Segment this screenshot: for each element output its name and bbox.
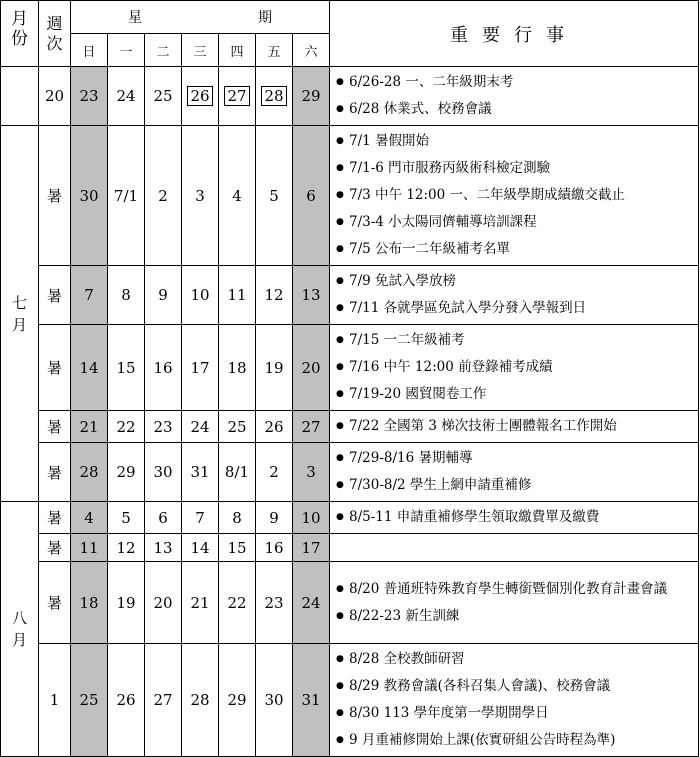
day-cell [108, 325, 145, 411]
day-cell [219, 502, 256, 534]
day-cell [219, 411, 256, 443]
week-row [1, 126, 699, 266]
event-item: ● 8/30 113 學年度第一學期開學日 [336, 700, 696, 727]
events-cell [330, 67, 699, 126]
event-item: ● 7/22 全國第 3 梯次技術士團體報名工作開始 [336, 413, 696, 440]
event-item: ● 8/5-11 申請重補修學生領取繳費單及繳費 [336, 504, 696, 531]
day-cell [108, 266, 145, 325]
day-number: 8 [121, 286, 131, 304]
day-number: 13 [153, 538, 173, 557]
event-item: ● 7/3 中午 12:00 一、二年級學期成績繳交截止 [336, 182, 696, 209]
week-number-cell: 暑 [39, 443, 71, 502]
week-row [1, 443, 699, 502]
day-cell [145, 644, 182, 757]
day-number: 4 [84, 508, 94, 527]
event-list [336, 327, 696, 408]
events-cell [330, 443, 699, 502]
week-header-label: 週次 [46, 13, 63, 53]
day-cell [219, 562, 256, 644]
day-number: 9 [269, 508, 279, 527]
day-cell [293, 534, 330, 562]
day-cell [293, 266, 330, 325]
week-number-cell: 暑 [39, 502, 71, 534]
day-number: 29 [116, 463, 136, 481]
event-list [336, 576, 696, 630]
week-row [1, 562, 699, 644]
event-item: ● 6/28 休業式、校務會議 [336, 96, 696, 123]
day-number: 18 [79, 593, 99, 612]
day-cell [219, 67, 256, 126]
qi-label: 期 [258, 10, 272, 26]
day-number: 17 [190, 358, 210, 377]
event-item: ● 6/26-28 一、二年級期末考 [336, 69, 696, 96]
day-number: 29 [227, 691, 247, 709]
day-number: 2 [269, 463, 279, 481]
day-cell [108, 67, 145, 126]
day-number: 19 [116, 593, 136, 612]
day-cell [71, 562, 108, 644]
day-number-boxed: 28 [261, 86, 286, 106]
event-item: ● 7/11 各就學區免試入學分發入學報到日 [336, 295, 696, 322]
day-cell [145, 443, 182, 502]
day-number: 14 [79, 358, 99, 377]
day-number: 30 [79, 186, 99, 205]
calendar-body [1, 67, 699, 757]
event-item: ● 8/28 全校教師研習 [336, 646, 696, 673]
day-cell [71, 502, 108, 534]
week-number-cell: 暑 [39, 325, 71, 411]
day-number: 31 [190, 463, 210, 481]
week-row [1, 67, 699, 126]
day-number: 8/1 [224, 463, 250, 481]
week-row [1, 534, 699, 562]
day-number: 23 [79, 87, 99, 105]
day-cell [293, 443, 330, 502]
event-item: ● 7/3-4 小太陽同儕輔導培訓課程 [336, 209, 696, 236]
day-cell [182, 562, 219, 644]
day-number-boxed: 26 [187, 86, 212, 106]
day-cell [293, 325, 330, 411]
day-number: 12 [116, 538, 136, 557]
day-number: 26 [264, 417, 284, 436]
day-cell [182, 443, 219, 502]
events-cell [330, 411, 699, 443]
day-cell [182, 266, 219, 325]
day-cell [256, 126, 293, 266]
week-row [1, 502, 699, 534]
event-item: ● 8/29 教務會議(各科召集人會議)、校務會議 [336, 673, 696, 700]
month-cell-june [1, 67, 39, 126]
day-cell [71, 325, 108, 411]
day-header-wed: 三 [182, 34, 219, 67]
day-number: 13 [301, 286, 321, 304]
day-header-sun: 日 [71, 34, 108, 67]
day-number: 10 [190, 286, 210, 304]
event-item: ● 7/9 免試入學放榜 [336, 268, 696, 295]
day-number: 16 [153, 358, 173, 377]
xing-label: 星 [128, 10, 142, 26]
day-number: 20 [153, 593, 173, 612]
day-cell [71, 67, 108, 126]
day-number: 2 [158, 186, 168, 205]
day-cell [71, 644, 108, 757]
day-number: 11 [227, 286, 247, 304]
day-number: 4 [232, 186, 242, 205]
day-number: 27 [301, 417, 321, 436]
events-cell [330, 644, 699, 757]
day-number-boxed: 27 [224, 86, 249, 106]
day-cell [145, 411, 182, 443]
day-cell [256, 325, 293, 411]
day-number: 6 [158, 508, 168, 527]
event-list [336, 445, 696, 499]
day-cell [256, 443, 293, 502]
events-cell [330, 534, 699, 562]
day-number: 21 [190, 593, 210, 612]
events-cell [330, 325, 699, 411]
day-cell [219, 644, 256, 757]
day-cell [293, 502, 330, 534]
day-cell [145, 502, 182, 534]
day-cell [219, 534, 256, 562]
day-cell [219, 443, 256, 502]
day-number: 15 [116, 358, 136, 377]
day-cell [293, 644, 330, 757]
day-number: 25 [153, 87, 173, 105]
week-row [1, 266, 699, 325]
day-cell [256, 411, 293, 443]
day-cell [71, 266, 108, 325]
day-number: 8 [232, 508, 242, 527]
day-cell [219, 325, 256, 411]
week-number-cell: 20 [39, 67, 71, 126]
day-number: 15 [227, 538, 247, 557]
event-item: ● 7/15 一二年級補考 [336, 327, 696, 354]
month-label: 七 [11, 293, 27, 312]
day-number: 9 [158, 286, 168, 304]
month-label: 月 [11, 315, 27, 334]
week-number-cell: 暑 [39, 562, 71, 644]
event-item: ● 7/1 暑假開始 [336, 128, 696, 155]
week-number-cell: 暑 [39, 266, 71, 325]
day-number: 14 [190, 538, 210, 557]
event-item: ● 7/19-20 國貿閱卷工作 [336, 381, 696, 408]
week-number-cell: 暑 [39, 126, 71, 266]
day-number: 22 [227, 593, 247, 612]
event-item: ● 7/5 公布一二年級補考名單 [336, 236, 696, 263]
day-cell [293, 67, 330, 126]
day-header-tue: 二 [145, 34, 182, 67]
day-header-thu: 四 [219, 34, 256, 67]
day-number: 16 [264, 538, 284, 557]
day-number: 21 [79, 417, 99, 436]
day-cell [71, 126, 108, 266]
day-header-fri: 五 [256, 34, 293, 67]
day-cell [182, 644, 219, 757]
month-header-label: 月份 [10, 9, 28, 49]
week-number-cell: 1 [39, 644, 71, 757]
day-cell [71, 411, 108, 443]
day-number: 24 [190, 417, 210, 436]
weekday-group-header [71, 1, 330, 34]
day-cell [108, 534, 145, 562]
day-number: 22 [116, 417, 136, 436]
day-number: 5 [121, 508, 131, 527]
day-number: 25 [79, 691, 99, 709]
day-cell [182, 534, 219, 562]
day-number: 18 [227, 358, 247, 377]
day-number: 29 [301, 87, 321, 105]
day-cell [108, 562, 145, 644]
event-list [336, 128, 696, 263]
day-cell [256, 266, 293, 325]
header-row-1 [1, 1, 699, 34]
day-number: 24 [301, 593, 321, 612]
day-number: 28 [190, 691, 210, 709]
event-list [336, 646, 696, 754]
events-cell [330, 502, 699, 534]
day-number: 11 [79, 538, 99, 557]
day-number: 28 [79, 463, 99, 481]
week-row [1, 411, 699, 443]
month-label: 月 [11, 631, 27, 649]
events-cell [330, 562, 699, 644]
day-cell [182, 411, 219, 443]
day-number: 25 [227, 417, 247, 436]
day-number: 3 [195, 186, 205, 205]
event-item: ● 8/20 普通班特殊教育學生轉銜暨個別化教育計畫會議 [336, 576, 696, 603]
day-cell [108, 443, 145, 502]
event-item: ● 9 月重補修開始上課(依實研組公告時程為準) [336, 727, 696, 754]
day-cell [145, 534, 182, 562]
day-cell [145, 562, 182, 644]
events-cell [330, 266, 699, 325]
day-cell [145, 126, 182, 266]
week-number-cell: 暑 [39, 411, 71, 443]
day-cell [256, 562, 293, 644]
day-number: 30 [153, 463, 173, 481]
day-cell [293, 562, 330, 644]
event-item: ● 8/22-23 新生訓練 [336, 603, 696, 630]
day-header-mon: 一 [108, 34, 145, 67]
day-cell [293, 411, 330, 443]
day-number: 24 [116, 87, 136, 105]
day-number: 3 [306, 463, 316, 481]
day-number: 7/1 [113, 186, 139, 205]
day-cell [145, 67, 182, 126]
day-cell [256, 502, 293, 534]
month-header [1, 1, 39, 67]
day-number: 23 [153, 417, 173, 436]
day-number: 27 [153, 691, 173, 709]
day-cell [108, 502, 145, 534]
day-cell [108, 126, 145, 266]
day-cell [71, 534, 108, 562]
day-cell [108, 411, 145, 443]
day-header-sat: 六 [293, 34, 330, 67]
day-cell [182, 67, 219, 126]
day-number: 20 [301, 358, 321, 377]
day-number: 26 [116, 691, 136, 709]
day-cell [145, 266, 182, 325]
event-list [336, 504, 696, 531]
day-number: 23 [264, 593, 284, 612]
day-cell [293, 126, 330, 266]
day-cell [145, 325, 182, 411]
event-list [336, 69, 696, 123]
day-number: 10 [301, 508, 321, 527]
day-cell [256, 67, 293, 126]
day-cell [219, 266, 256, 325]
day-number: 5 [269, 186, 279, 205]
event-item: ● 7/16 中午 12:00 前登錄補考成績 [336, 354, 696, 381]
day-number: 30 [264, 691, 284, 709]
week-row [1, 325, 699, 411]
month-cell-august [1, 502, 39, 757]
event-list [336, 413, 696, 440]
event-item: ● 7/1-6 門市服務丙級術科檢定測驗 [336, 155, 696, 182]
day-cell [71, 443, 108, 502]
day-number: 19 [264, 358, 284, 377]
day-cell [108, 644, 145, 757]
day-cell [182, 325, 219, 411]
event-list [336, 268, 696, 322]
day-cell [256, 534, 293, 562]
day-cell [256, 644, 293, 757]
day-number: 17 [301, 538, 321, 557]
events-cell [330, 126, 699, 266]
day-cell [182, 502, 219, 534]
day-cell [182, 126, 219, 266]
event-item: ● 7/30-8/2 學生上網申請重補修 [336, 472, 696, 499]
day-number: 7 [84, 286, 94, 304]
day-number: 31 [301, 691, 321, 709]
events-header [330, 1, 699, 67]
week-number-cell: 暑 [39, 534, 71, 562]
day-number: 7 [195, 508, 205, 527]
event-item: ● 7/29-8/16 暑期輔導 [336, 445, 696, 472]
month-label: 八 [11, 609, 27, 627]
events-header-label: 重要行事 [450, 24, 578, 46]
week-header [39, 1, 71, 67]
week-row [1, 644, 699, 757]
day-number: 12 [264, 286, 284, 304]
day-number: 6 [306, 186, 316, 205]
day-cell [219, 126, 256, 266]
month-cell-july [1, 126, 39, 502]
